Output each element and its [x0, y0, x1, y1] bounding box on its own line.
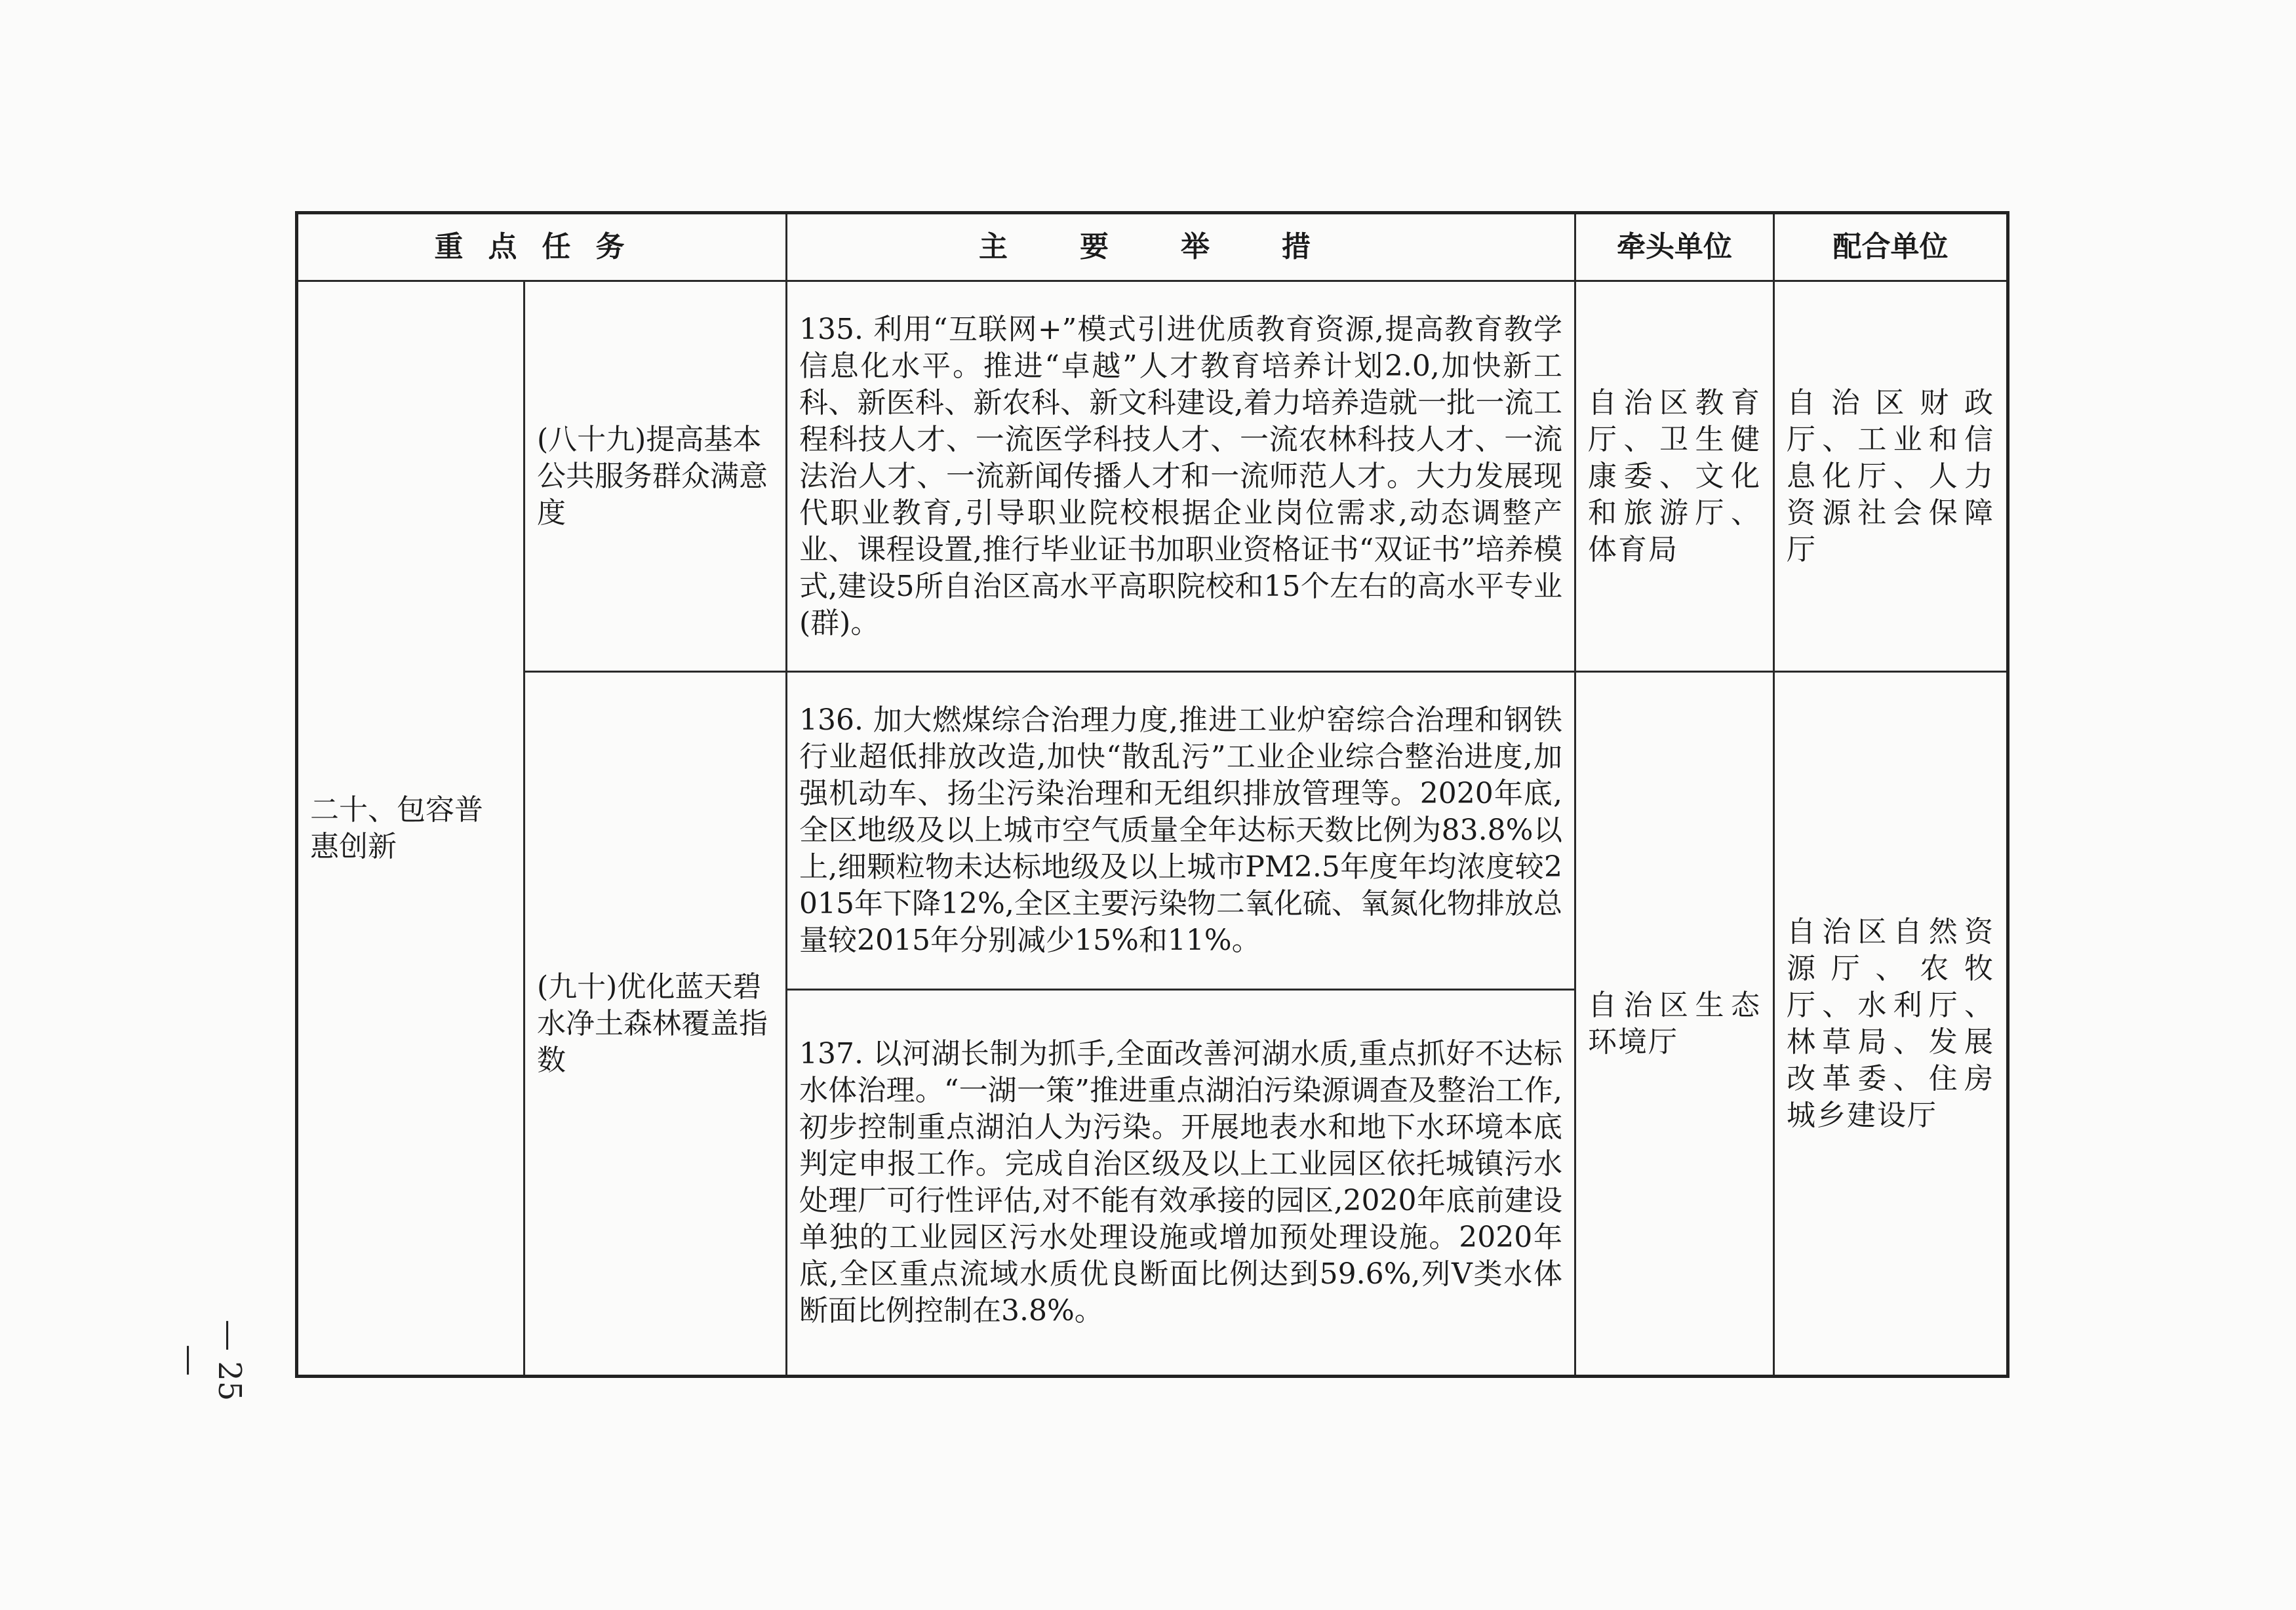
page-number: — 25 —	[172, 1319, 248, 1402]
table-row	[297, 672, 2008, 990]
lead-unit-cell: 自治区教育厅、卫生健康委、文化和旅游厅、体育局	[1575, 281, 1774, 672]
header-measures: 主要举措	[787, 213, 1575, 281]
category-cell: 二十、包容普惠创新	[297, 281, 525, 1377]
subtask-cell: (八十九)提高基本公共服务群众满意度	[525, 281, 787, 672]
lead-unit-cell: 自治区生态环境厅	[1575, 672, 1774, 1377]
task-table	[295, 211, 2009, 1378]
measure-cell: 136. 加大燃煤综合治理力度,推进工业炉窑综合治理和钢铁行业超低排放改造,加快“散乱污”工业企业综合整治进度,加强机动车、扬尘污染治理和无组织排放管理等。2020年底,全区地级及以上城市空气质量全年达标天数比例为83.8%以上,细颗粒物未达标地级及以上城市PM2.5年度年均浓度较2015年下降12%,全区主要污染物二氧化硫、氧氮化物排放总量较2015年分别减少15%和11%。	[787, 672, 1575, 990]
subtask-cell: (九十)优化蓝天碧水净土森林覆盖指数	[525, 672, 787, 1377]
coop-unit-cell: 自治区财政厅、工业和信息化厅、人力资源社会保障厅	[1774, 281, 2008, 672]
table-header-row	[297, 213, 2008, 281]
measure-cell: 137. 以河湖长制为抓手,全面改善河湖水质,重点抓好不达标水体治理。“一湖一策”推进重点湖泊污染源调查及整治工作,初步控制重点湖泊人为污染。开展地表水和地下水环境本底判定申报工作。完成自治区级及以上工业园区依托城镇污水处理厂可行性评估,对不能有效承接的园区,2020年底前建设单独的工业园区污水处理设施或增加预处理设施。2020年底,全区重点流域水质优良断面比例达到59.6%,列Ⅴ类水体断面比例控制在3.8%。	[787, 990, 1575, 1377]
header-task: 重点任务	[297, 213, 787, 281]
coop-unit-cell: 自治区自然资源厅、农牧厅、水利厅、林草局、发展改革委、住房城乡建设厅	[1774, 672, 2008, 1377]
header-lead: 牵头单位	[1575, 213, 1774, 281]
table-row	[297, 281, 2008, 672]
header-coop: 配合单位	[1774, 213, 2008, 281]
measure-cell: 135. 利用“互联网+”模式引进优质教育资源,提高教育教学信息化水平。推进“卓越”人才教育培养计划2.0,加快新工科、新医科、新农科、新文科建设,着力培养造就一批一流工程科技人才、一流医学科技人才、一流农林科技人才、一流法治人才、一流新闻传播人才和一流师范人才。大力发展现代职业教育,引导职业院校根据企业岗位需求,动态调整产业、课程设置,推行毕业证书加职业资格证书“双证书”培养模式,建设5所自治区高水平高职院校和15个左右的高水平专业(群)。	[787, 281, 1575, 672]
